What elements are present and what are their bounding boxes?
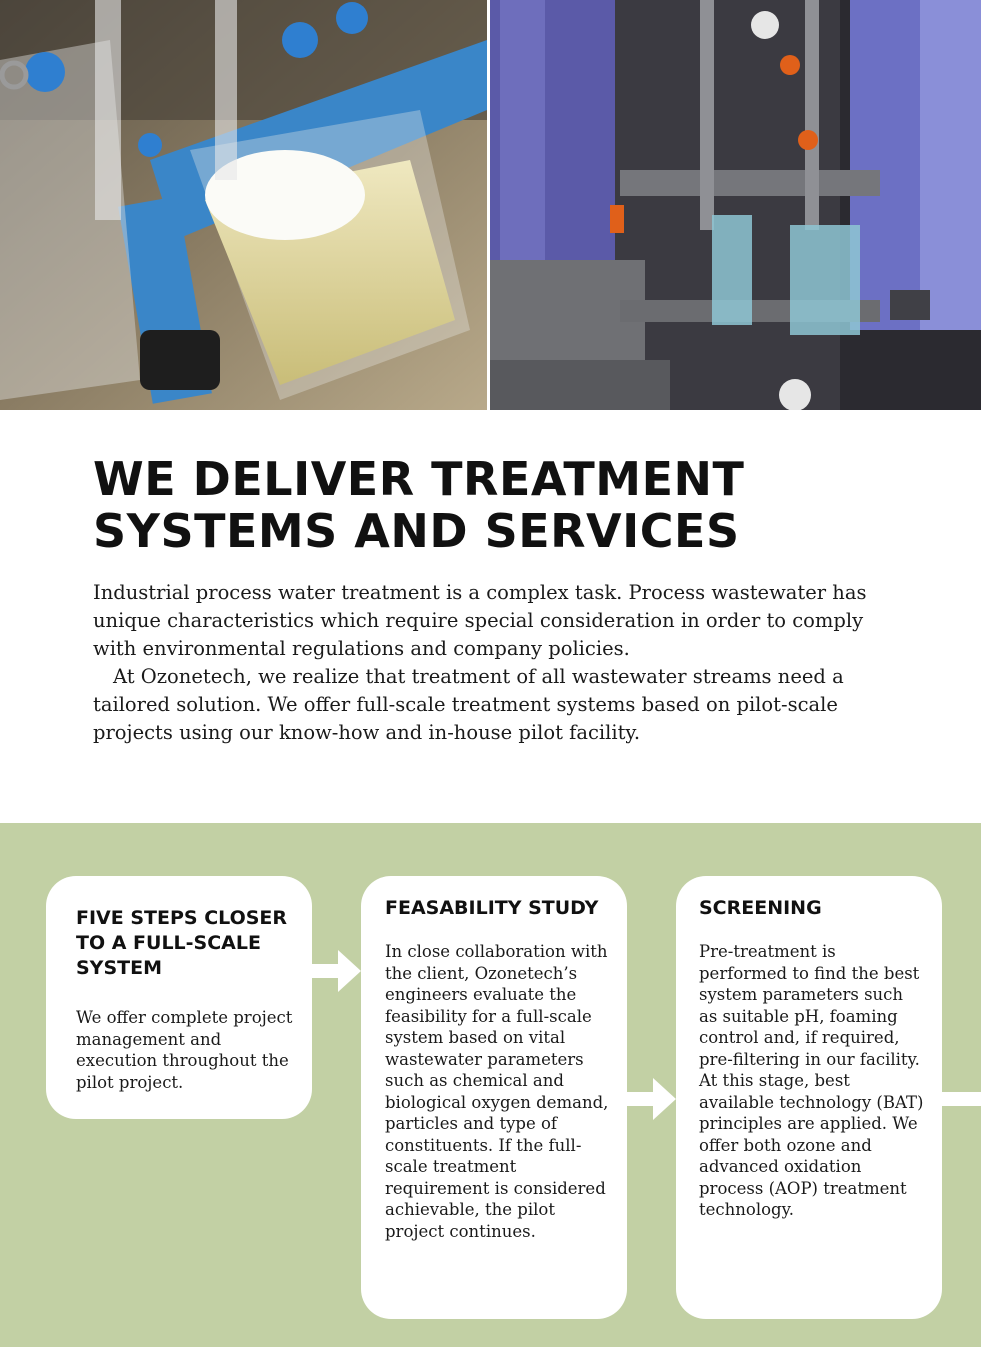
arrow-right-icon bbox=[627, 1078, 676, 1120]
step-title: FEASABILITY STUDY bbox=[385, 897, 599, 919]
arrow-right-icon bbox=[312, 950, 361, 992]
step-title: SCREENING bbox=[699, 897, 822, 919]
intro-paragraph: Industrial process water treatment is a complex task. Process wastewater has unique characteristics which require special consideration in order to comply with environmental regulations and company policies. bbox=[93, 581, 867, 660]
continuation-line bbox=[942, 1092, 981, 1106]
pilot-facility-photo bbox=[490, 0, 981, 410]
step-card-feasibility bbox=[361, 876, 627, 1319]
lab-beaker-photo bbox=[0, 0, 487, 410]
step-card-screening bbox=[676, 876, 942, 1319]
step-title: FIVE STEPS CLOSER TO A FULL-SCALE SYSTEM bbox=[76, 907, 288, 979]
title-line-1: WE DELIVER TREATMENT bbox=[93, 452, 745, 506]
step-body: Pre-treatment is performed to find the best system parameters such as suitable pH, foaming control and, if required, pre-filtering in our facility. At this stage, best available technology (BAT) principles are applied. We offer both ozone and advanced oxidation process (AOP) treatment technology. bbox=[699, 942, 924, 1219]
title-line-2: SYSTEMS AND SERVICES bbox=[93, 504, 740, 558]
intro-text bbox=[93, 579, 893, 747]
step-card-intro bbox=[46, 876, 312, 1119]
step-body: In close collaboration with the client, Ozonetech’s engineers evaluate the feasibility for a full-scale system based on vital wastewater parameters such as chemical and biological oxygen demand, particles and type of constituents. If the full-scale treatment requirement is considered achievable, the pilot project continues. bbox=[385, 942, 609, 1241]
step-body: We offer complete project management and execution throughout the pilot project. bbox=[76, 1008, 293, 1092]
page-title bbox=[93, 453, 893, 557]
intro-paragraph: At Ozonetech, we realize that treatment of all wastewater streams need a tailored solution. We offer full-scale treatment systems based on pilot-scale projects using our know-how and in-house pilot facility. bbox=[93, 665, 844, 744]
